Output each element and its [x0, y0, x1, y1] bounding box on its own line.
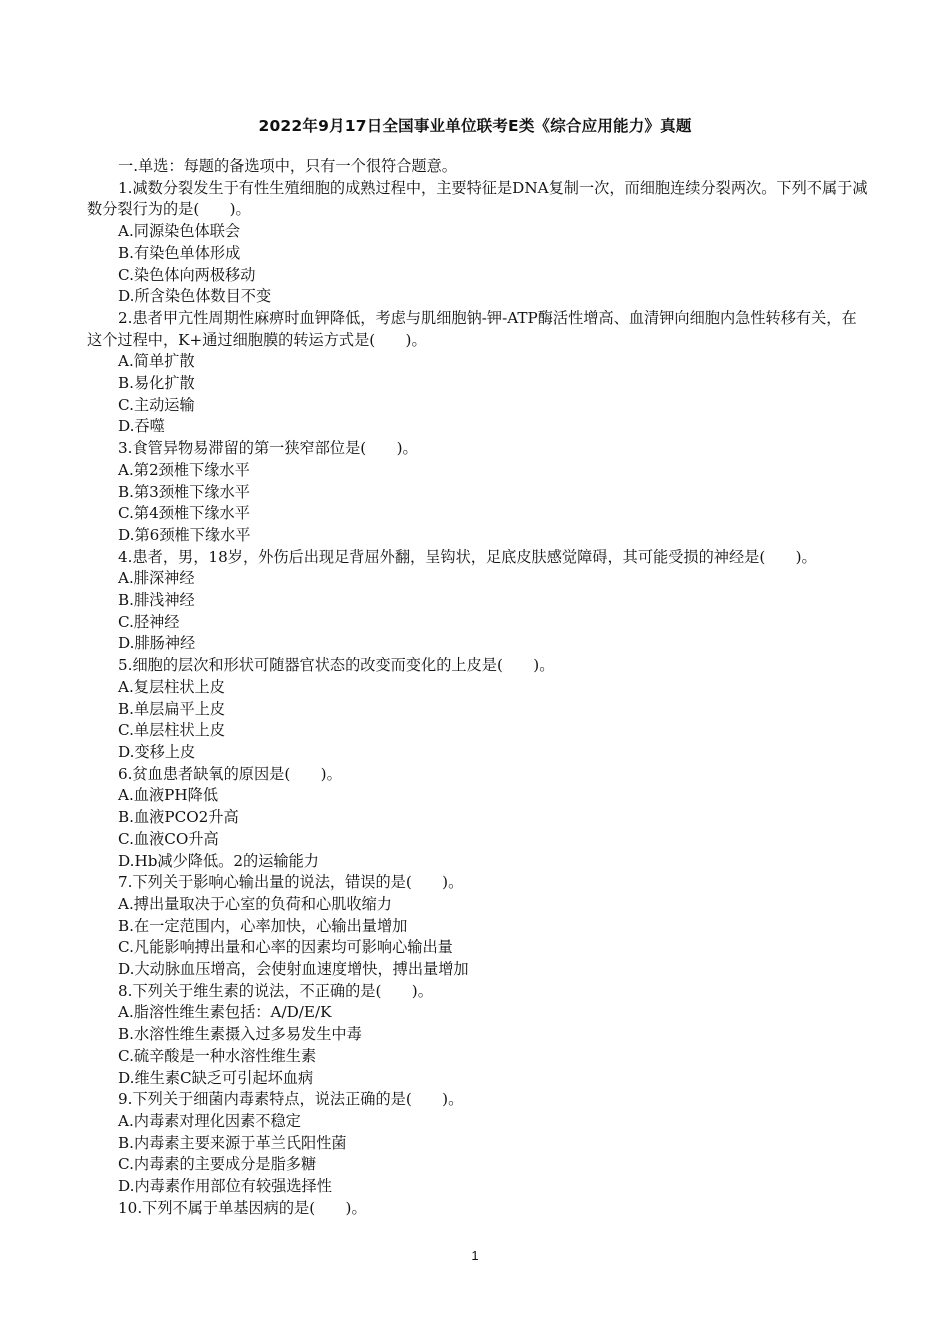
question-3: [87, 438, 871, 547]
option-c: C.单层柱状上皮: [118, 721, 226, 740]
option-b: B.有染色单体形成: [118, 243, 241, 262]
option-c: C.凡能影响搏出量和心率的因素均可影响心输出量: [118, 938, 453, 957]
option-c: C.血液CO升高: [118, 829, 219, 848]
option-c: C.主动运输: [118, 395, 195, 414]
option-a: A.腓深神经: [118, 569, 195, 588]
question-stem: 5.细胞的层次和形状可随器官状态的改变而变化的上皮是( )。: [118, 656, 555, 675]
option-b: B.内毒素主要来源于革兰氏阳性菌: [118, 1133, 347, 1152]
question-6: [87, 764, 871, 873]
option-d: D.第6颈椎下缘水平: [118, 525, 251, 544]
option-a: A.血液PH降低: [118, 786, 219, 805]
question-8: [87, 981, 871, 1090]
option-d: D.Hb减少降低。2的运输能力: [118, 851, 319, 870]
option-c: C.内毒素的主要成分是脂多糖: [118, 1155, 317, 1174]
question-stem: 4.患者，男，18岁，外伤后出现足背屈外翻，呈钩状，足底皮肤感觉障碍，其可能受损的神经是( )。: [118, 547, 817, 566]
question-stem: 7.下列关于影响心输出量的说法，错误的是( )。: [118, 873, 464, 892]
question-5: [87, 655, 871, 764]
option-d: D.吞噬: [118, 417, 165, 436]
question-9: [87, 1089, 871, 1198]
option-d: D.所含染色体数目不变: [118, 287, 272, 306]
option-d: D.变移上皮: [118, 742, 196, 761]
option-d: D.腓肠神经: [118, 634, 196, 653]
question-stem: 3.食管异物易滞留的第一狭窄部位是( )。: [118, 439, 418, 458]
option-c: C.胫神经: [118, 612, 180, 631]
page-number: 1: [471, 1248, 479, 1263]
option-a: A.搏出量取决于心室的负荷和心肌收缩力: [118, 894, 392, 913]
question-stem: 2.患者甲亢性周期性麻痹时血钾降低，考虑与肌细胞钠-钾-ATP酶活性增高、血清钾向细胞内急性转移有关，在这个过程中，K+通过细胞膜的转运方式是( )。: [87, 308, 857, 349]
option-d: D.维生素C缺乏可引起坏血病: [118, 1068, 314, 1087]
option-b: B.血液PCO2升高: [118, 808, 239, 827]
option-b: B.易化扩散: [118, 374, 195, 393]
option-a: A.第2颈椎下缘水平: [118, 460, 250, 479]
question-7: [87, 872, 871, 981]
option-b: B.腓浅神经: [118, 591, 195, 610]
option-b: B.第3颈椎下缘水平: [118, 482, 250, 501]
option-c: C.硫辛酸是一种水溶性维生素: [118, 1046, 317, 1065]
question-1: [87, 178, 871, 308]
option-a: A.同源染色体联会: [118, 222, 241, 241]
section-heading: 一.单选：每题的备选项中，只有一个很符合题意。: [118, 157, 457, 175]
question-10: [87, 1198, 871, 1220]
option-c: C.染色体向两极移动: [118, 265, 256, 284]
question-stem: 6.贫血患者缺氧的原因是( )。: [118, 764, 342, 783]
option-b: B.在一定范围内，心率加快，心输出量增加: [118, 916, 408, 935]
option-a: A.简单扩散: [118, 352, 195, 371]
page-title: 2022年9月17日全国事业单位联考E类《综合应用能力》真题: [258, 117, 692, 135]
option-d: D.内毒素作用部位有较强选择性: [118, 1177, 332, 1196]
option-b: B.单层扁平上皮: [118, 699, 226, 718]
question-stem: 8.下列关于维生素的说法，不正确的是( )。: [118, 981, 433, 1000]
question-stem: 10.下列不属于单基因病的是( )。: [118, 1198, 367, 1217]
question-2: [87, 308, 871, 438]
document-body: [87, 156, 871, 1219]
option-b: B.水溶性维生素摄入过多易发生中毒: [118, 1025, 362, 1044]
option-c: C.第4颈椎下缘水平: [118, 504, 250, 523]
question-stem: 9.下列关于细菌内毒素特点，说法正确的是( )。: [118, 1090, 464, 1109]
option-d: D.大动脉血压增高，会使射血速度增快，搏出量增加: [118, 960, 469, 979]
option-a: A.内毒素对理化因素不稳定: [118, 1111, 301, 1130]
question-stem: 1.减数分裂发生于有性生殖细胞的成熟过程中，主要特征是DNA复制一次，而细胞连续分裂两次。下列不属于减数分裂行为的是( )。: [87, 178, 868, 219]
option-a: A.脂溶性维生素包括：A/D/E/K: [118, 1003, 332, 1022]
question-4: [87, 547, 871, 656]
option-a: A.复层柱状上皮: [118, 677, 225, 696]
